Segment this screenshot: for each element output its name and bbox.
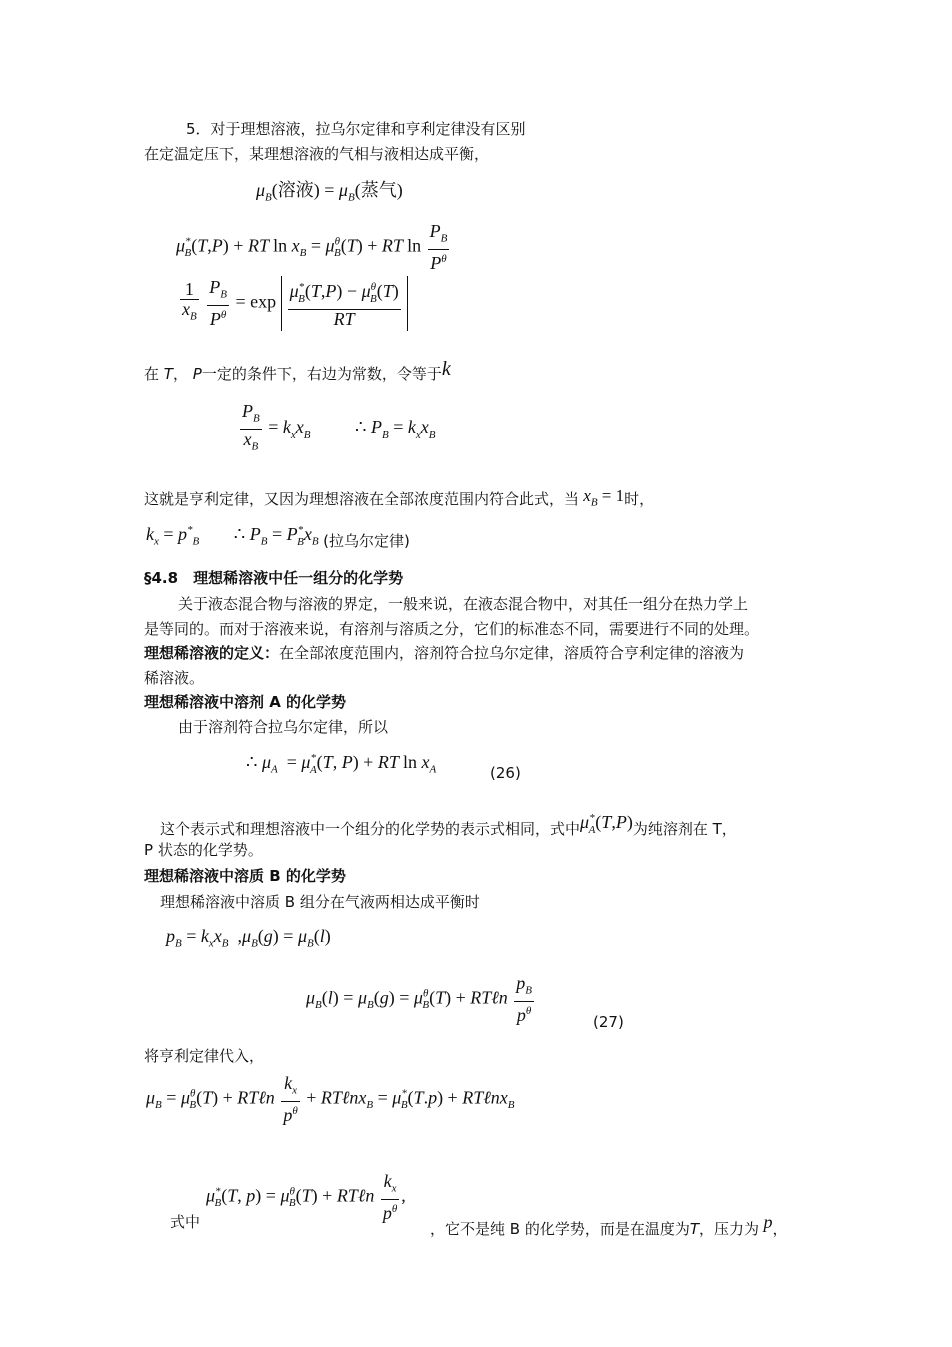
- equation-henry: $\frac{P_B}{x_B}$ = $k_xx_B$ ∴ $P_B = k_xx_B$: [242, 401, 436, 453]
- final-line: ，它不是纯 B 的化学势，而是在温度为T，压力为 p，: [430, 1212, 788, 1238]
- substitute-line: 将亨利定律代入，: [144, 1047, 265, 1065]
- definition-line-2: 稀溶液。: [144, 669, 205, 687]
- equation-solute-potential: $\mu_B = \mu^\theta_B(T)$ + RTℓn $\frac{k_x}{p^\theta}$ + RTℓnx$_B$ = $\mu^*_B(T.p)$ + RTℓnx$_B$: [146, 1073, 515, 1125]
- equation-raoult: $k_x = p^*_B$ ∴ $P_B = P^*_Bx_B$ $_{(拉乌尔定律)}$: [146, 524, 410, 550]
- item-5-heading: 5．对于理想溶液，拉乌尔定律和亨利定律没有区别: [186, 120, 526, 138]
- equation-equilibrium: $\mu_B$(溶液) = $\mu_B$(蒸气): [256, 180, 403, 204]
- final-line-prefix: 式中: [170, 1213, 201, 1231]
- henry-law-line: 这就是亨利定律，又因为理想溶液在全部浓度范围内符合此式，当 $x_B = 1$时，: [144, 486, 655, 509]
- paragraph-line-1: 关于液态混合物与溶液的界定，一般来说，在液态混合物中，对其任一组分在热力学上: [178, 595, 749, 613]
- solvent-explanation-2: P 状态的化学势。: [144, 841, 263, 859]
- solvent-statement: 由于溶剂符合拉乌尔定律，所以: [178, 718, 389, 736]
- equation-27-number: (27): [593, 1013, 624, 1031]
- subheading-solvent: 理想稀溶液中溶剂 A 的化学势: [144, 693, 347, 711]
- equation-27: $\mu_B(l) = \mu_B(g) = \mu^\theta_B(T)$ + RTℓn $\frac{p_B}{p^\theta}$: [306, 973, 532, 1025]
- equation-26-number: (26): [490, 764, 521, 782]
- section-heading-4-8: §4.8 理想稀溶液中任一组分的化学势: [144, 569, 404, 587]
- solvent-explanation: 这个表示式和理想溶液中一个组分的化学势的表示式相同，式中$\mu^*_A(T,P)$为纯溶剂在 T，: [160, 812, 737, 838]
- equation-reference-state: $\mu^*_B(T$, $p) = \mu^\theta_B(T)$ + RTℓn $\frac{k_x}{p^\theta}$ ,: [206, 1171, 406, 1223]
- solute-statement: 理想稀溶液中溶质 B 组分在气液两相达成平衡时: [160, 893, 480, 911]
- paragraph-line-2: 是等同的。而对于溶液来说，有溶剂与溶质之分，它们的标准态不同，需要进行不同的处理。: [144, 620, 760, 638]
- subheading-solute: 理想稀溶液中溶质 B 的化学势: [144, 867, 346, 885]
- equation-26: ∴ $\mu_A = \mu^*_A(T$, P) + RT $\ln x_A$: [246, 752, 437, 776]
- definition-line: 理想稀溶液的定义：在全部浓度范围内，溶剂符合拉乌尔定律，溶质符合亨利定律的溶液为: [144, 644, 745, 662]
- raoult-label: (拉乌尔定律): [323, 532, 410, 550]
- equation-solute-equilibrium: $p_B = k_xx_B$ $,\mu_B(g) = \mu_B(l)$: [166, 926, 331, 950]
- intro-line: 在定温定压下，某理想溶液的气相与液相达成平衡，: [144, 145, 490, 163]
- equation-chemical-potential: $\mu^*_B(T,P)$ + RT $\ln x_B = \mu^\theta_B(T)$ + RT ln $\frac{P_B}{P^\theta}$: [176, 221, 448, 273]
- equation-exp: $\frac{1}{x_B}$ $\frac{P_B}{P^\theta}$ = exp $\frac{\mu^*_B(T,P) - \mu^\theta_B(T)}{RT}$: [178, 276, 408, 331]
- condition-line: 在 T， P一定的条件下，右边为常数，令等于k: [144, 358, 451, 383]
